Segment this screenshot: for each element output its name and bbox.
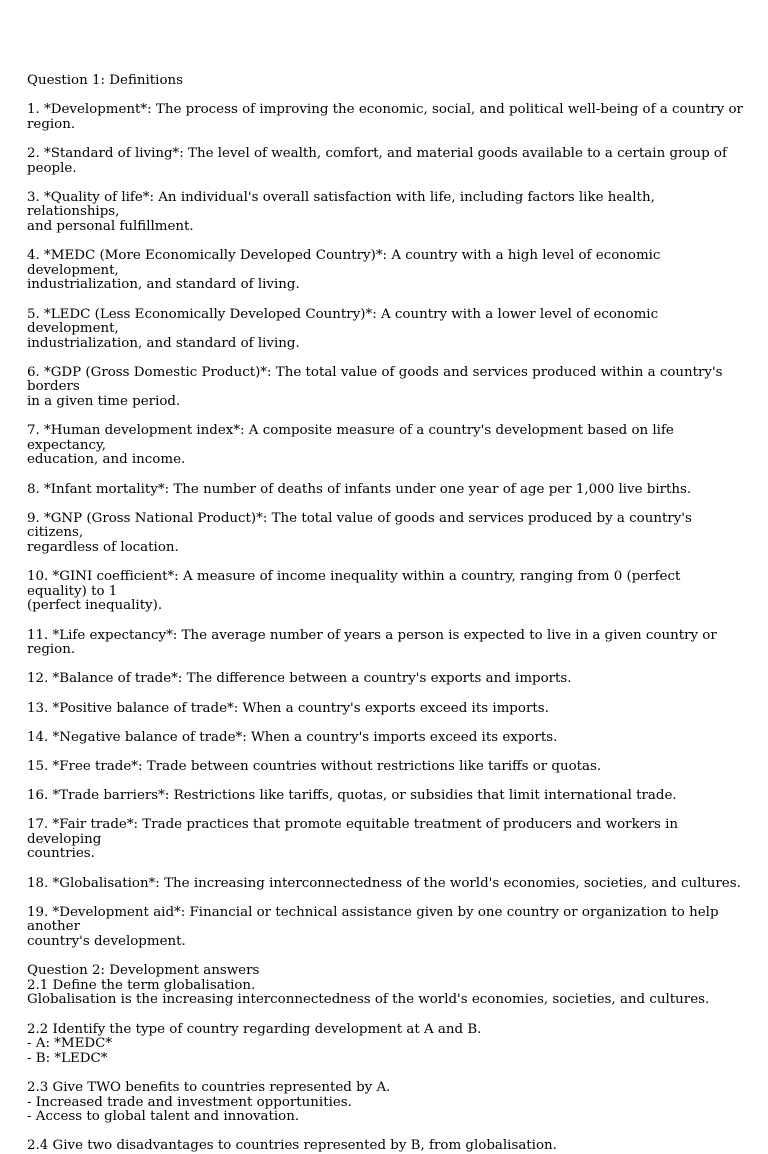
definition-item	[27, 731, 743, 746]
spacer	[27, 468, 743, 483]
definition-item	[27, 249, 743, 293]
definition-item	[27, 789, 743, 804]
definition-text: 7. *Human development index*: A composite measure of a country's development based on life expectancy,	[27, 423, 679, 453]
definition-item	[27, 906, 743, 950]
definition-text-cont: industrialization, and standard of living.	[27, 277, 300, 293]
definition-text: 13. *Positive balance of trade*: When a country's exports exceed its imports.	[27, 700, 549, 716]
definition-text: 11. *Life expectancy*: The average number of years a person is expected to live in a given country or region.	[27, 627, 722, 658]
spacer	[27, 351, 743, 366]
question-2-1-answer: Globalisation is the increasing interconnectedness of the world's economies, societies, and cultures.	[27, 992, 710, 1008]
question-2-3-benefit: - Increased trade and investment opportunities.	[27, 1094, 352, 1110]
question-2-4-prompt: 2.4 Give two disadvantages to countries represented by B, from globalisation.	[27, 1138, 557, 1154]
spacer	[27, 176, 743, 191]
spacer	[27, 775, 743, 790]
spacer	[27, 614, 743, 629]
definition-item	[27, 366, 743, 410]
question-2-3-benefit: - Access to global talent and innovation.	[27, 1109, 300, 1125]
definition-text-cont: (perfect inequality).	[27, 598, 163, 614]
definition-text-cont: region.	[27, 116, 76, 132]
definition-text: 14. *Negative balance of trade*: When a country's imports exceed its exports.	[27, 729, 558, 745]
spacer	[27, 891, 743, 906]
definition-text: 15. *Free trade*: Trade between countries without restrictions like tariffs or quotas.	[27, 758, 602, 774]
spacer	[27, 497, 743, 512]
definition-text-cont: countries.	[27, 846, 95, 862]
definition-text: 5. *LEDC (Less Economically Developed Country)*: A country with a lower level of economic development,	[27, 306, 663, 337]
spacer	[27, 1066, 743, 1081]
definition-item	[27, 147, 743, 176]
spacer	[27, 745, 743, 760]
definition-text: 2. *Standard of living*: The level of wealth, comfort, and material goods available to a certain group of people.	[27, 145, 732, 176]
spacer	[27, 862, 743, 877]
definition-text: 6. *GDP (Gross Domestic Product)*: The total value of goods and services produced within a country's borders	[27, 364, 727, 395]
definition-item	[27, 760, 743, 775]
definition-item	[27, 818, 743, 862]
question-2-2-answer-a: - A: *MEDC*	[27, 1036, 113, 1052]
definition-text: 18. *Globalisation*: The increasing interconnectedness of the world's economies, societies, and cultures.	[27, 875, 741, 891]
spacer	[27, 804, 743, 819]
spacer	[27, 716, 743, 731]
document-page	[27, 74, 743, 1154]
question-2-1-prompt: 2.1 Define the term globalisation.	[27, 977, 256, 993]
definition-item	[27, 672, 743, 687]
definition-text: 8. *Infant mortality*: The number of deaths of infants under one year of age per 1,000 live births.	[27, 481, 692, 497]
definition-text: 17. *Fair trade*: Trade practices that promote equitable treatment of producers and workers in developing	[27, 817, 683, 847]
definition-item	[27, 512, 743, 556]
definition-item	[27, 570, 743, 614]
definition-item	[27, 424, 743, 468]
definition-item	[27, 629, 743, 658]
spacer	[27, 1008, 743, 1023]
definition-text: 3. *Quality of life*: An individual's overall satisfaction with life, including factors like health, relationships,	[27, 189, 660, 220]
spacer	[27, 293, 743, 308]
definition-text-cont: industrialization, and standard of living.	[27, 335, 300, 351]
definition-text: 1. *Development*: The process of improving the economic, social, and political well-being of a country or	[27, 102, 743, 118]
definition-text-cont: and personal fulfillment.	[27, 218, 194, 234]
question-2-2-prompt: 2.2 Identify the type of country regarding development at A and B.	[27, 1021, 482, 1037]
definition-text: 12. *Balance of trade*: The difference between a country's exports and imports.	[27, 671, 572, 687]
definition-item	[27, 483, 743, 498]
definition-text: 4. *MEDC (More Economically Developed Country)*: A country with a high level of economic development,	[27, 248, 665, 278]
spacer	[27, 132, 743, 147]
definition-text: 16. *Trade barriers*: Restrictions like tariffs, quotas, or subsidies that limit international trade.	[27, 788, 677, 804]
definition-text: 19. *Development aid*: Financial or technical assistance given by one country or organization to help another	[27, 904, 723, 935]
definition-text-cont: regardless of location.	[27, 540, 179, 555]
definition-item	[27, 308, 743, 352]
definition-text: 10. *GINI coefficient*: A measure of income inequality within a country, ranging from 0 (perfect equality) to 1	[27, 569, 685, 599]
spacer	[27, 89, 743, 104]
question-1-heading: Question 1: Definitions	[27, 73, 184, 88]
spacer	[27, 687, 743, 702]
definition-text-cont: country's development.	[27, 934, 186, 950]
definition-text-cont: in a given time period.	[27, 394, 181, 410]
definition-text-cont: education, and income.	[27, 452, 186, 468]
definition-item	[27, 702, 743, 717]
definition-text: 9. *GNP (Gross National Product)*: The total value of goods and services produced by a country's citizens,	[27, 510, 697, 541]
spacer	[27, 410, 743, 425]
question-2-heading: Question 2: Development answers	[27, 963, 260, 979]
definition-item	[27, 877, 743, 892]
spacer	[27, 556, 743, 571]
question-2-2-answer-b: - B: *LEDC*	[27, 1050, 108, 1066]
definition-item	[27, 191, 743, 235]
question-2-3-prompt: 2.3 Give TWO benefits to countries represented by A.	[27, 1079, 391, 1095]
spacer	[27, 1125, 743, 1140]
spacer	[27, 950, 743, 965]
definition-item	[27, 103, 743, 132]
spacer	[27, 235, 743, 250]
spacer	[27, 658, 743, 673]
